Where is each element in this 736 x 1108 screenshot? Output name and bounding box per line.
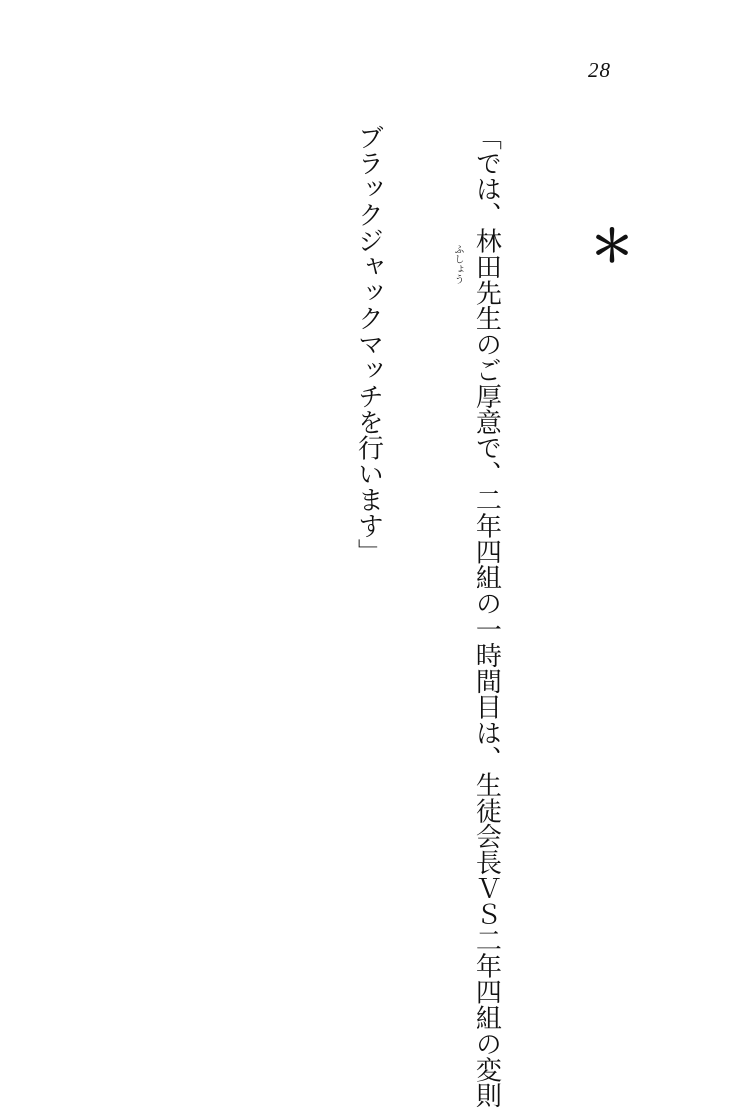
blank-line <box>0 124 34 959</box>
section-break-asterisk: ＊ <box>590 221 634 272</box>
text-line: 「では、林田先生のご厚意で、二年四組の一時間目は、生徒会長ＶＳ二年四組の変則 <box>471 124 502 1108</box>
body-text <box>0 124 584 1108</box>
page-number: 28 <box>588 58 611 82</box>
ruby-reading: ふしょう <box>452 244 463 284</box>
blank-line <box>230 124 269 959</box>
blank-line <box>112 124 151 959</box>
text-line: ブラックジャックマッチを行います」 <box>353 124 384 565</box>
